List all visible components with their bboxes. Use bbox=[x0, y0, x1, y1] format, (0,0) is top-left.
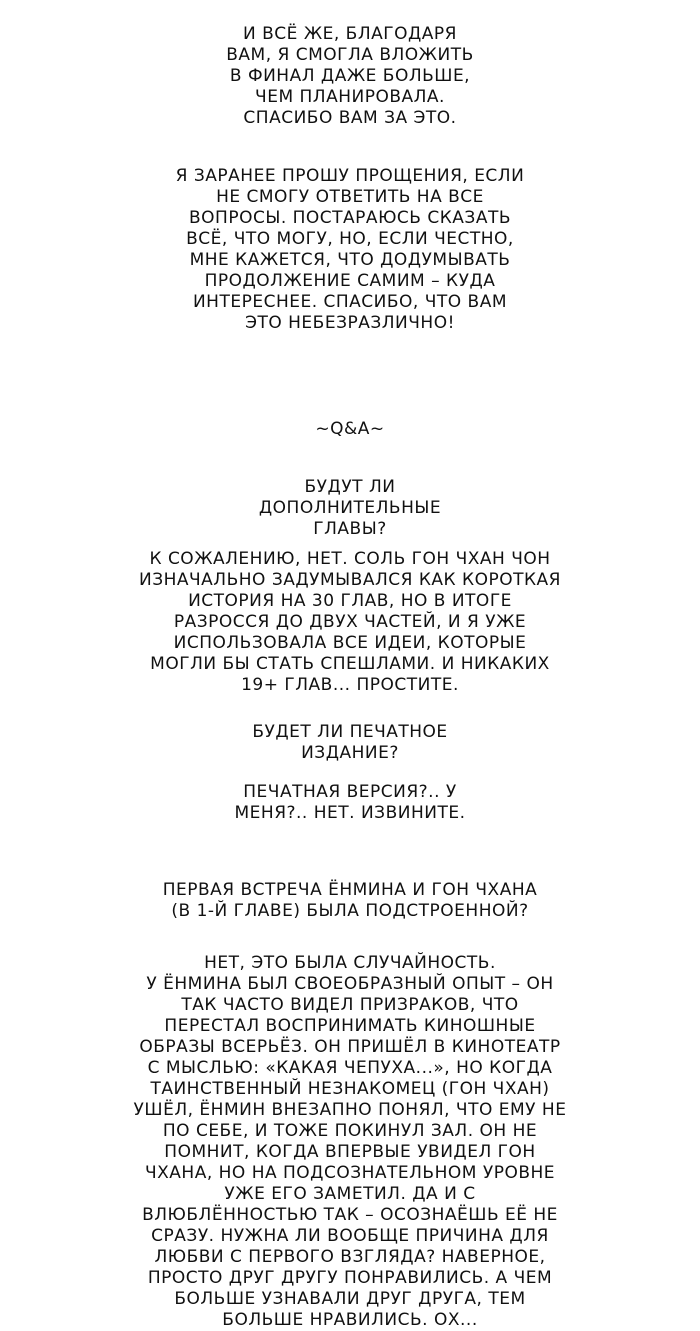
qa-heading: ~Q&A~ bbox=[315, 419, 385, 439]
qa-question-2: БУДЕТ ЛИ ПЕЧАТНОЕ ИЗДАНИЕ? bbox=[252, 722, 448, 763]
intro-paragraph-thanks: И ВСЁ ЖЕ, БЛАГОДАРЯ ВАМ, Я СМОГЛА ВЛОЖИТЬ В ФИНАЛ ДАЖЕ БОЛЬШЕ, ЧЕМ ПЛАНИРОВАЛА. СПАСИБО ВАМ ЗА ЭТО. bbox=[226, 24, 474, 128]
qa-question-1: БУДУТ ЛИ ДОПОЛНИТЕЛЬНЫЕ ГЛАВЫ? bbox=[258, 477, 442, 539]
qa-answer-2: ПЕЧАТНАЯ ВЕРСИЯ?.. У МЕНЯ?.. НЕТ. ИЗВИНИТЕ. bbox=[234, 782, 466, 823]
qa-answer-3: НЕТ, ЭТО БЫЛА СЛУЧАЙНОСТЬ. У ЁНМИНА БЫЛ СВОЕОБРАЗНЫЙ ОПЫТ – ОН ТАК ЧАСТО ВИДЕЛ ПРИЗРАКОВ, ЧТО ПЕРЕСТАЛ ВОСПРИНИМАТЬ КИНОШНЫЕ ОБРАЗЫ ВСЕРЬЁЗ. ОН ПРИШЁЛ В КИНОТЕАТР С МЫСЛЬЮ: «КАКАЯ ЧЕПУХА...», НО КОГДА ТАИНСТВЕННЫЙ НЕЗНАКОМЕЦ (ГОН ЧХАН) УШЁЛ, ЁНМИН ВНЕЗАПНО ПОНЯЛ, ЧТО ЕМУ НЕ ПО СЕБЕ, И ТОЖЕ ПОКИНУЛ ЗАЛ. ОН НЕ ПОМНИТ, КОГДА ВПЕРВЫЕ УВИДЕЛ ГОН ЧХАНА, НО НА ПОДСОЗНАТЕЛЬНОМ УРОВНЕ УЖЕ ЕГО ЗАМЕТИЛ. ДА И С ВЛЮБЛЁННОСТЬЮ ТАК – ОСОЗНАЁШЬ ЕЁ НЕ СРАЗУ. НУЖНА ЛИ ВООБЩЕ ПРИЧИНА ДЛЯ ЛЮБВИ С ПЕРВОГО ВЗГЛЯДА? НАВЕРНОЕ, ПРОСТО ДРУГ ДРУГУ ПОНРАВИЛИСЬ. А ЧЕМ БОЛЬШЕ УЗНАВАЛИ ДРУГ ДРУГА, ТЕМ БОЛЬШЕ НРАВИЛИСЬ. ОХ... bbox=[133, 953, 567, 1330]
intro-paragraph-apology: Я ЗАРАНЕЕ ПРОШУ ПРОЩЕНИЯ, ЕСЛИ НЕ СМОГУ ОТВЕТИТЬ НА ВСЕ ВОПРОСЫ. ПОСТАРАЮСЬ СКАЗАТЬ ВСЁ, ЧТО МОГУ, НО, ЕСЛИ ЧЕСТНО, МНЕ КАЖЕТСЯ, ЧТО ДОДУМЫВАТЬ ПРОДОЛЖЕНИЕ САМИМ – КУДА ИНТЕРЕСНЕЕ. СПАСИБО, ЧТО ВАМ ЭТО НЕБЕЗРАЗЛИЧНО! bbox=[175, 166, 525, 333]
qa-question-3: ПЕРВАЯ ВСТРЕЧА ЁНМИНА И ГОН ЧХАНА (В 1-Й ГЛАВЕ) БЫЛА ПОДСТРОЕННОЙ? bbox=[162, 880, 538, 921]
qa-answer-1: К СОЖАЛЕНИЮ, НЕТ. СОЛЬ ГОН ЧХАН ЧОН ИЗНАЧАЛЬНО ЗАДУМЫВАЛСЯ КАК КОРОТКАЯ ИСТОРИЯ НА 30 ГЛАВ, НО В ИТОГЕ РАЗРОССЯ ДО ДВУХ ЧАСТЕЙ, И Я УЖЕ ИСПОЛЬЗОВАЛА ВСЕ ИДЕИ, КОТОРЫЕ МОГЛИ БЫ СТАТЬ СПЕШЛАМИ. И НИКАКИХ 19+ ГЛАВ... ПРОСТИТЕ. bbox=[139, 549, 561, 695]
